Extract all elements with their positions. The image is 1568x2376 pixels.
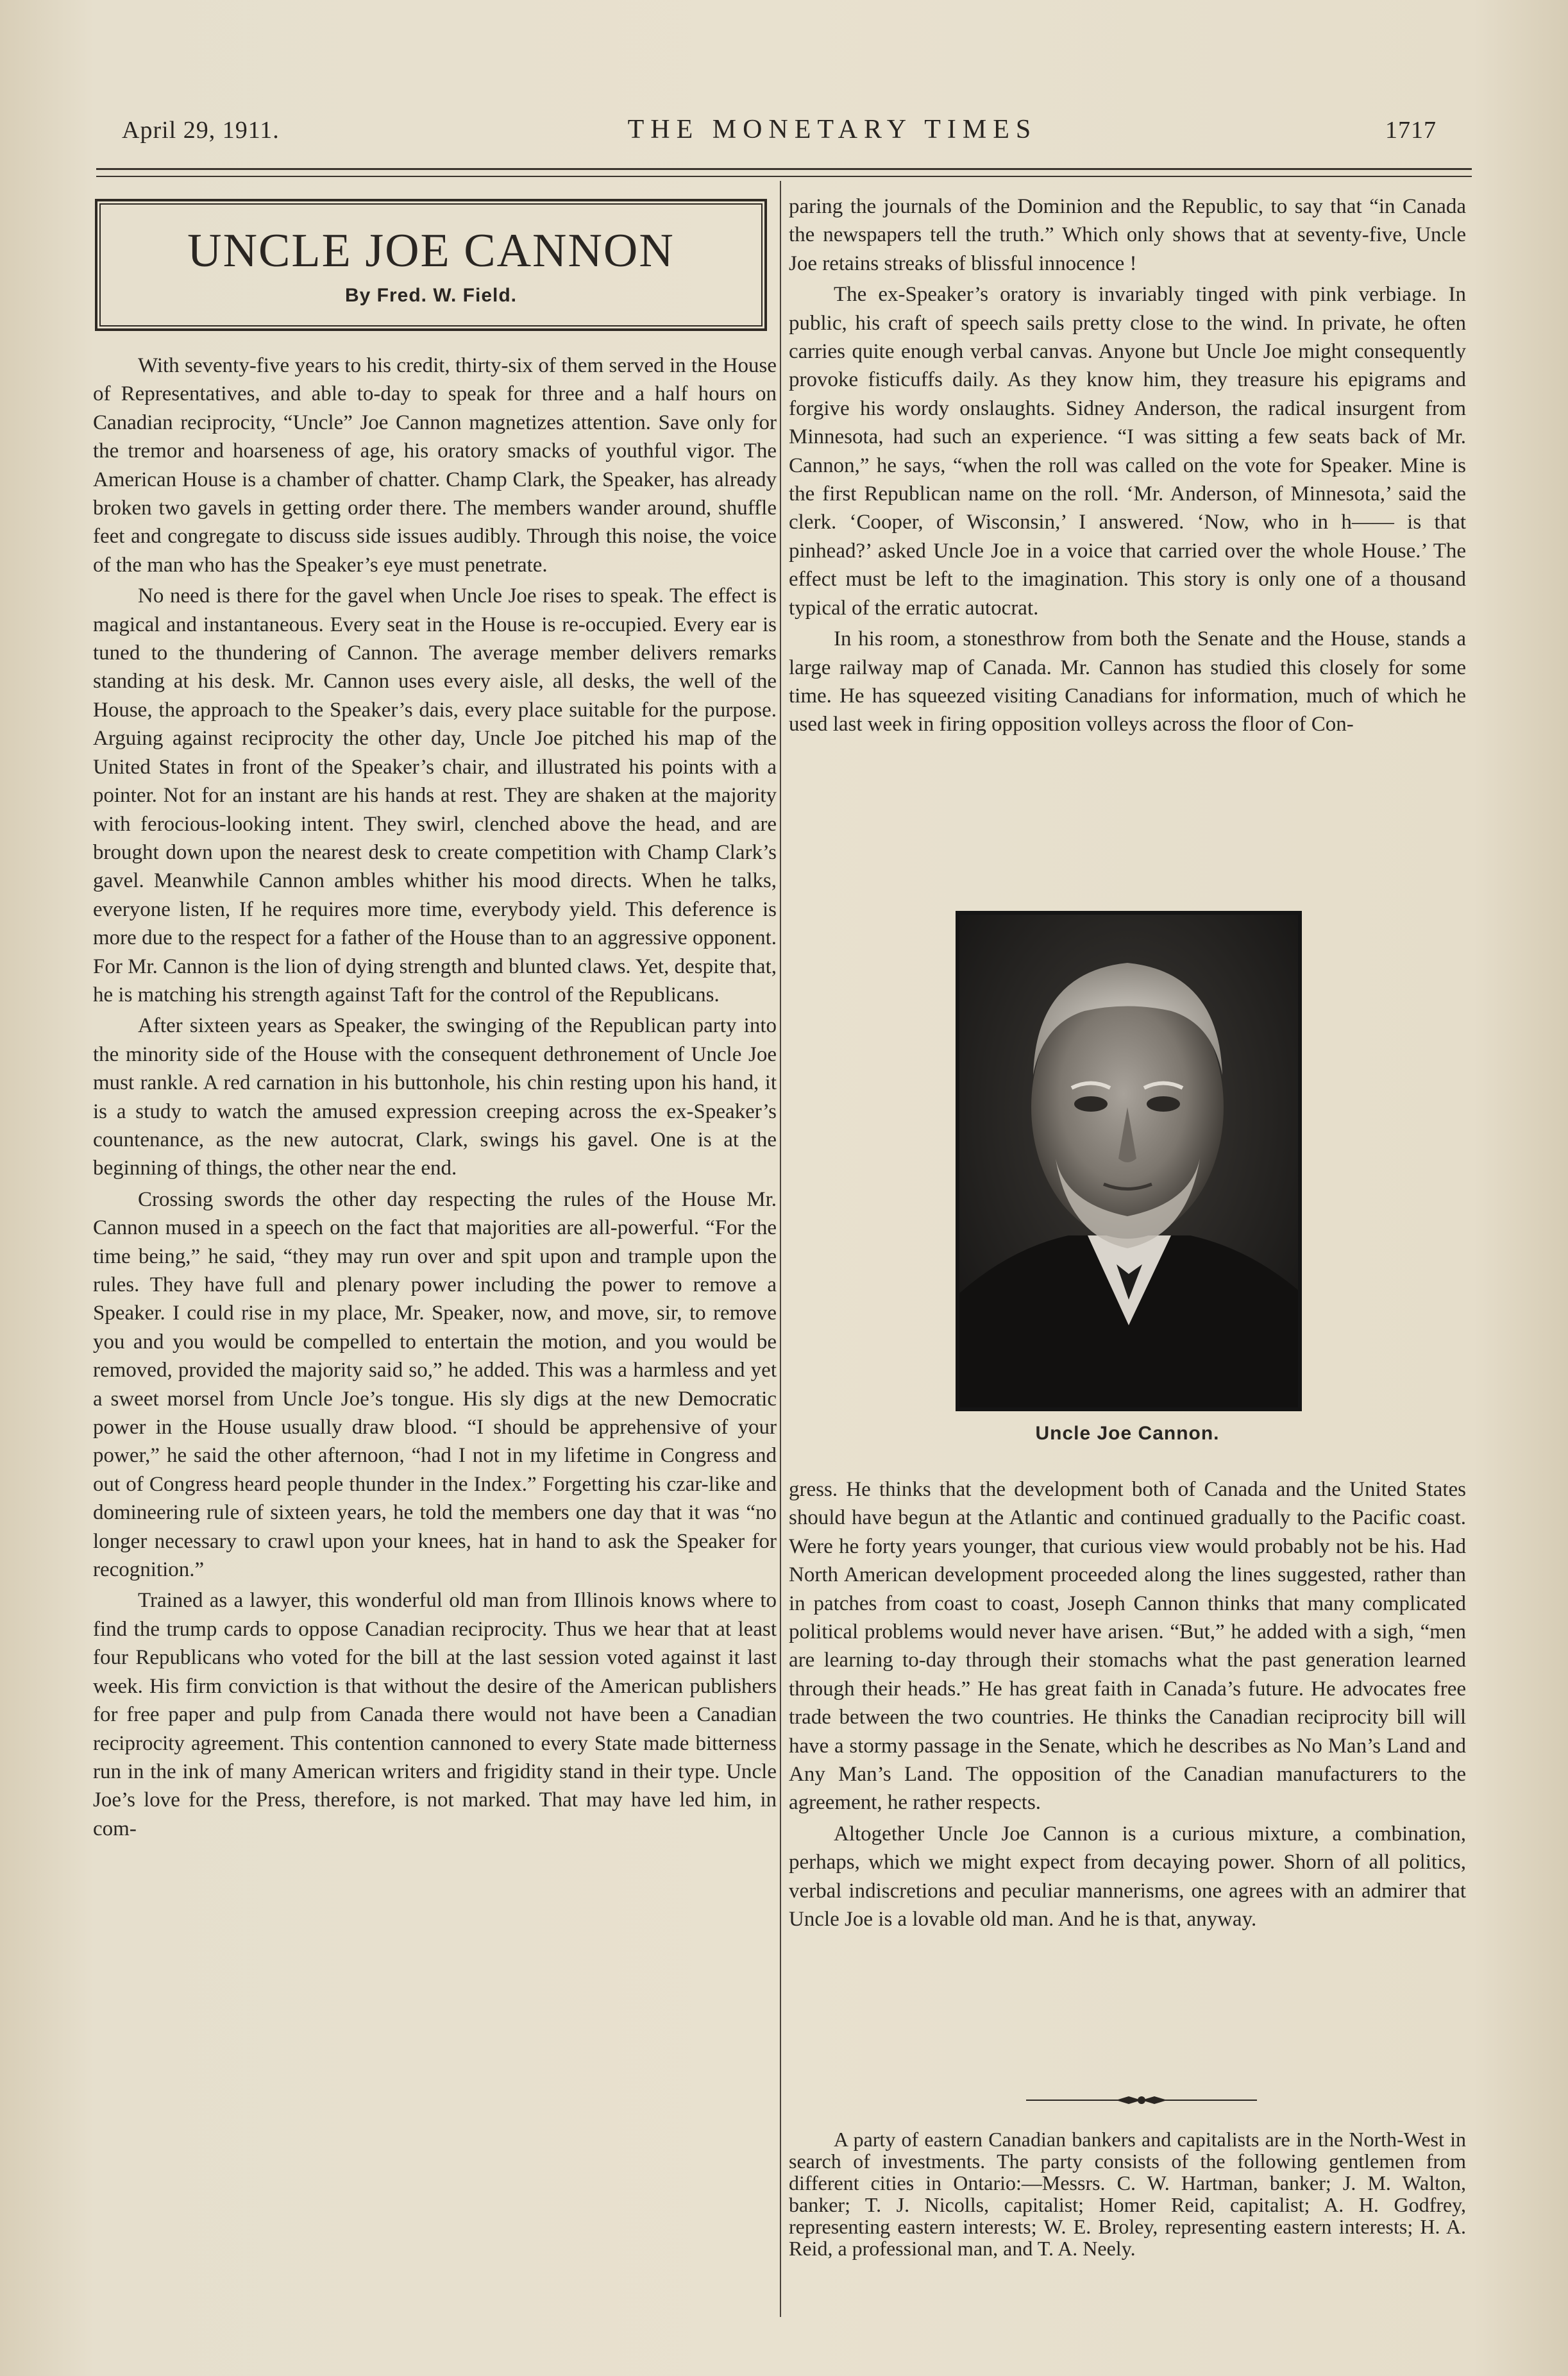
paragraph: No need is there for the gavel when Uncle Joe rises to speak. The effect is magical and instantaneous. Every seat in the House is re-occupied. Every ear is tuned to the thundering of Cannon. The average member delivers remarks standing at his desk. Mr. Cannon uses every aisle, all desks, the well of the House, the approach to the Speaker’s dais, every place suitable for the purpose. Arguing against reciprocity the other day, Uncle Joe pitched his map of the United States in front of the Speaker’s chair, and illustrated his points with a pointer. Not for an instant are his hands at rest. They are shaken at the majority with ferocious-looking intent. They swirl, clenched above the head, and are brought down upon the nearest desk to create competition with Champ Clark’s gavel. Meanwhile Cannon ambles whither his mood directs. When he talks, everyone listen, If he requires more time, everybody yield. This deference is more due to the respect for a father of the House than to an aggressive opponent. For Mr. Cannon is the lion of dying strength and blunted claws. Yet, despite that, he is matching his strength against Taft for the control of the Republicans. [93,584,777,1006]
publication-name: THE MONETARY TIMES [627,115,1038,144]
paragraph: After sixteen years as Speaker, the swinging of the Republican party into the minority side of the House with the consequent dethronement of Uncle Joe must rankle. A red carnation in his buttonhole, his chin resting upon his hand, it is a study to watch the amused expression creeping across the ex-Speaker’s countenance, as the new autocrat, Clark, swings his gavel. One is at the beginning of things, the other near the end. [93,1014,777,1180]
right-column-bottom [789,1475,1466,1937]
continued-paragraph: gress. He thinks that the development both of Canada and the United States should have begun at the Atlantic and continued gradually to the Pacific coast. Were he forty years younger, that curious view would probably not be his. Had North American development proceeded along the lines suggested, rather than in patches from coast to coast, Joseph Cannon thinks that many complicated political problems would never have arisen. “But,” he added with a sigh, “men are learning to-day through their stomachs what the past generation learned through their heads.” He has great faith in Canada’s future. He advocates free trade between the two countries. He thinks the Canadian reciprocity bill will have a stormy passage in the Senate, which he describes as No Man’s Land and Any Man’s Land. The opposition of the Canadian manufacturers to the agreement, he rather respects. [789,1478,1466,1815]
issue-date: April 29, 1911. [122,117,280,144]
running-head [122,114,1437,145]
right-column-top [789,192,1466,742]
section-ornament [1026,2092,1257,2108]
article-byline: By Fred. W. Field. [344,284,518,306]
portrait-illustration [959,915,1298,1407]
continued-paragraph: paring the journals of the Dominion and the Republic, to say that “in Canada the newspapers tell the truth.” Which only shows that at seventy-five, Uncle Joe retains streaks of blissful innocence ! [789,195,1466,275]
column-divider [780,181,781,2317]
paragraph: Trained as a lawyer, this wonderful old man from Illinois knows where to find the trump cards to oppose Canadian reciprocity. Thus we hear that at least four Republicans who voted for the bill at the last session voted against it last week. His firm conviction is that without the desire of the American publishers for free paper and pulp from Canada there would not have been a Canadian reciprocity agreement. This contention cannoned to every State made bitterness run in the ink of many American writers and frigidity stand in their type. Uncle Joe’s love for the Press, therefore, is not marked. That may have led him, in com- [93,1589,777,1840]
notice-paragraph: A party of eastern Canadian bankers and capitalists are in the North-West in search of investments. The party consists of the following gentlemen from different cities in Ontario:—Messrs. C. W. Hartman, banker; J. M. Walton, banker; T. J. Nicolls, capitalist; Homer Reid, capitalist; A. H. Godfrey, representing eastern interests; W. E. Broley, representing eastern interests; H. A. Reid, a professional man, and T. A. Neely. [789,2128,1466,2260]
paragraph: In his room, a stonesthrow from both the Senate and the House, stands a large railway map of Canada. Mr. Cannon has studied this closely for some time. He has squeezed visiting Canadians for information, much of which he used last week in firing opposition volleys across the floor of Con- [789,627,1466,736]
portrait-photo [956,911,1302,1411]
article-title: UNCLE JOE CANNON [187,224,675,277]
page-number: 1717 [1385,117,1437,144]
news-notice [789,2128,1466,2259]
paragraph: Crossing swords the other day respecting the rules of the House Mr. Cannon mused in a speech on the fact that majorities are all-powerful. “For the time being,” he said, “they may run over and spit upon and trample upon the rules. They have full and plenary power including the power to remove a Speaker. I could rise in my place, Mr. Speaker, now, and move, sir, to remove you and you would be compelled to entertain the motion, and you would be removed, provided the majority said so,” he added. This was a harmless and yet a sweet morsel from Uncle Joe’s tongue. His sly digs at the new Democratic power in the House usually draw blood. “I should be apprehensive of your power,” he said the other afternoon, “had I not in my lifetime in Congress and out of Congress heard people thunder in the Index.” Forgetting his czar-like and domineering rule of sixteen years, he told the members one day that it was “no longer necessary to crawl upon your knees, hat in hand to ask the Speaker for recognition.” [93,1187,777,1582]
portrait-caption: Uncle Joe Cannon. [1035,1423,1220,1444]
paragraph: The ex-Speaker’s oratory is invariably tinged with pink verbiage. In public, his craft of speech sails pretty close to the wind. In private, he often carries quite enough verbal canvas. Anyone but Uncle Joe might consequently provoke fisticuffs daily. As they know him, they treasure his epigrams and forgive his wordy onslaughts. Sidney Anderson, the radical insurgent from Minnesota, had such an experience. “I was sitting a few seats back of Mr. Cannon,” he says, “when the roll was called on the vote for Speaker. Mine is the first Republican name on the roll. ‘Mr. Anderson, of Minnesota,’ said the clerk. ‘Cooper, of Wisconsin,’ I answered. ‘Now, who in h—— is that pinhead?’ asked Uncle Joe in a voice that carried over the whole House.’ The effect must be left to the imagination. This story is only one of a thousand typical of the erratic autocrat. [789,283,1466,620]
header-double-rule [96,168,1472,177]
article-title-box [95,199,767,331]
left-column [93,352,777,1846]
paragraph: With seventy-five years to his credit, thirty-six of them served in the House of Representatives, and able to-day to speak for three and a half hours on Canadian reciprocity, “Uncle” Joe Cannon magnetizes attention. Save only for the tremor and hoarseness of age, his oratory smacks of youthful vigor. The American House is a chamber of chatter. Champ Clark, the Speaker, has already broken two gavels in getting order there. The members wander around, shuffle feet and congregate to discuss side issues audibly. Through this noise, the voice of the man who has the Speaker’s eye must penetrate. [93,354,777,577]
paragraph: Altogether Uncle Joe Cannon is a curious mixture, a combination, perhaps, which we might expect from decaying power. Shorn of all politics, verbal indiscretions and peculiar mannerisms, one agrees with an admirer that Uncle Joe is a lovable old man. And he is that, anyway. [789,1822,1466,1931]
